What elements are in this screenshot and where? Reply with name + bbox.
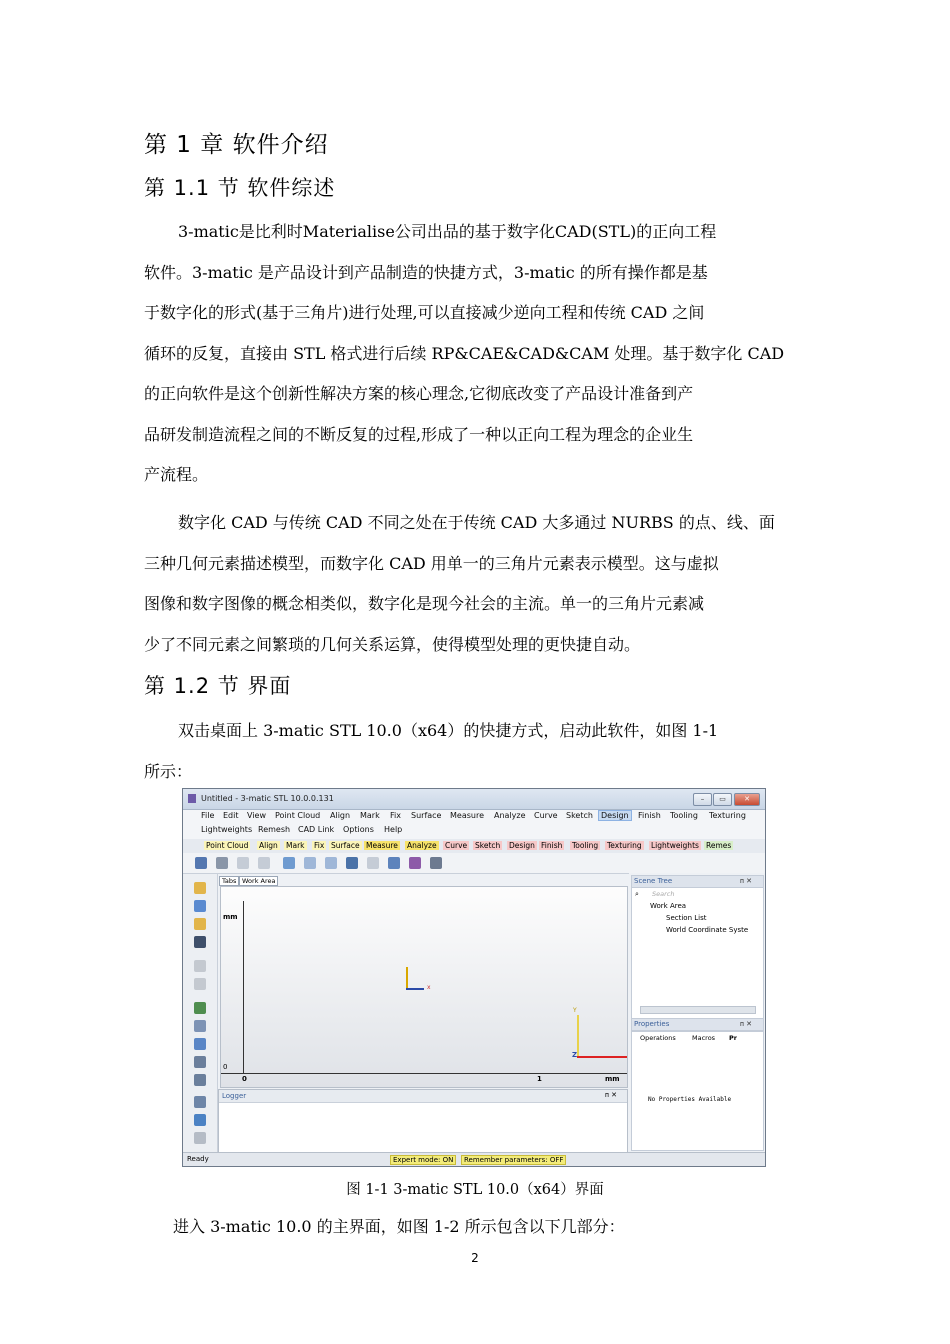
menu-texturing: Texturing	[709, 811, 746, 820]
menu-mark: Mark	[360, 811, 380, 820]
tool-icon	[388, 857, 400, 869]
tool-icon	[237, 857, 249, 869]
tool-icon	[304, 857, 316, 869]
window-title: Untitled - 3-matic STL 10.0.0.131	[201, 794, 334, 803]
toolbar-tab: Design	[509, 841, 535, 850]
menu-curve: Curve	[534, 811, 558, 820]
no-properties-text: No Properties Available	[648, 1096, 732, 1103]
search-icon: ⌕	[635, 890, 639, 898]
text-line: 图像和数字图像的概念相类似，数字化是现今社会的主流。单一的三角片元素减	[144, 594, 705, 613]
toolbar-tab: Align	[259, 841, 278, 850]
paragraph-digital-cad	[144, 503, 808, 665]
scene-tree-box	[631, 887, 764, 1019]
properties-tab-pr: Pr	[729, 1034, 737, 1042]
status-bar	[183, 1152, 765, 1167]
window-titlebar	[183, 789, 765, 810]
paragraph-launch	[144, 711, 808, 792]
toolbar-tab: Measure	[366, 841, 398, 850]
menu-surface: Surface	[411, 811, 442, 820]
menu-help: Help	[384, 825, 403, 834]
text-line: 进入 3-matic 10.0 的主界面，如图 1-2 所示包含以下几部分：	[173, 1217, 625, 1236]
origin-y-axis	[406, 967, 408, 989]
menu-measure: Measure	[450, 811, 484, 820]
folder-icon	[194, 918, 206, 930]
section-title-1-2: 第 1.2 节 界面	[144, 674, 292, 698]
x-tick-0: 0	[242, 1075, 247, 1083]
status-expert-mode: Expert mode: ON	[390, 1155, 456, 1165]
menu-align: Align	[330, 811, 351, 820]
view-tab-work-area: Work Area	[239, 876, 278, 886]
paragraph-main-ui	[144, 1207, 808, 1248]
text-line: 的正向软件是这个创新性解决方案的核心理念,它彻底改变了产品设计准备到产	[144, 384, 694, 403]
y-origin-label: 0	[223, 1063, 228, 1071]
right-panel	[629, 873, 765, 1152]
tool-icon	[367, 857, 379, 869]
status-ready: Ready	[187, 1155, 209, 1163]
corner-y-axis	[577, 1015, 579, 1057]
toolbar-tab: Lightweights	[651, 841, 699, 850]
menu-remesh: Remesh	[258, 825, 291, 834]
menu-sketch: Sketch	[566, 811, 593, 820]
page-number: 2	[471, 1251, 479, 1265]
view-tab: Tabs	[219, 876, 239, 886]
pin-icon: ᴨ ✕	[740, 1020, 753, 1028]
scene-item-work-area: Work Area	[650, 902, 687, 910]
y-unit-label: mm	[223, 913, 238, 921]
menu-design: Design	[598, 810, 632, 821]
properties-box	[631, 1031, 764, 1151]
toolbar-tab: Sketch	[475, 841, 501, 850]
undo-icon	[194, 960, 206, 972]
toolbar-tab: Remes	[706, 841, 732, 850]
tool-icon	[346, 857, 358, 869]
properties-tab-macros: Macros	[692, 1034, 716, 1042]
logger-title: Logger	[222, 1092, 247, 1100]
menu-edit: Edit	[223, 811, 239, 820]
render-icon	[194, 1114, 206, 1126]
toolbar-tab: Point Cloud	[206, 841, 249, 850]
toolbar-tab: Curve	[445, 841, 468, 850]
status-remember-params: Remember parameters: OFF	[461, 1155, 566, 1165]
tool-icon-row	[183, 853, 765, 874]
pan-icon	[194, 1020, 206, 1032]
toolbar-tab: Analyze	[407, 841, 437, 850]
scene-item-section-list: Section List	[666, 914, 707, 922]
origin-x-axis	[406, 988, 424, 990]
paragraph-software-overview	[144, 212, 808, 496]
toolbar-tab: Surface	[331, 841, 360, 850]
corner-z-label: Z	[572, 1051, 578, 1059]
tool-icon	[409, 857, 421, 869]
app-icon	[188, 794, 196, 803]
menu-analyze: Analyze	[494, 811, 526, 820]
zoom-fit-icon	[194, 1074, 206, 1086]
menu-tooling: Tooling	[670, 811, 698, 820]
section-title-1-1: 第 1.1 节 软件综述	[144, 176, 336, 200]
menu-file: File	[201, 811, 215, 820]
menu-cad-link: CAD Link	[298, 825, 335, 834]
zoom-icon	[194, 1056, 206, 1068]
tool-icon	[325, 857, 337, 869]
tool-icon	[283, 857, 295, 869]
properties-header	[631, 1018, 764, 1031]
text-line: 双击桌面上 3-matic STL 10.0（x64）的快捷方式，启动此软件，如图 1-1	[178, 721, 719, 740]
toolbar-tab: Texturing	[607, 841, 642, 850]
tool-icon	[194, 1132, 206, 1144]
x-tick-1: 1	[537, 1075, 542, 1083]
menu-bar	[183, 810, 765, 840]
tool-icon	[258, 857, 270, 869]
menu-point-cloud: Point Cloud	[275, 811, 321, 820]
new-file-icon	[194, 900, 206, 912]
menu-finish: Finish	[638, 811, 661, 820]
toolbar-tab: Finish	[541, 841, 563, 850]
minimize-icon: –	[693, 793, 712, 806]
text-line: 三种几何元素描述模型，而数字化 CAD 用单一的三角片元素表示模型。这与虚拟	[144, 553, 719, 573]
toolbar-tab: Fix	[314, 841, 325, 850]
properties-tab-operations: Operations	[640, 1034, 676, 1042]
pin-icon: ᴨ ✕	[605, 1091, 618, 1099]
text-line: 循环的反复，直接由 STL 格式进行后续 RP&CAE&CAD&CAM 处理。基于数字化 CAD	[144, 343, 785, 363]
menu-lightweights: Lightweights	[201, 825, 253, 834]
text-line: 所示：	[144, 761, 193, 781]
pin-icon: ᴨ ✕	[740, 877, 753, 885]
toolbar-tab: Tooling	[572, 841, 599, 850]
corner-x-axis	[577, 1056, 627, 1058]
search-input: Search	[652, 890, 675, 898]
toolbar-tab: Mark	[286, 841, 305, 850]
open-folder-icon	[194, 882, 206, 894]
menu-view: View	[247, 811, 266, 820]
menu-options: Options	[343, 825, 374, 834]
redo-icon	[194, 978, 206, 990]
select-icon	[195, 857, 207, 869]
chapter-title: 第 1 章 软件介绍	[144, 132, 329, 158]
text-line: 于数字化的形式(基于三角片)进行处理,可以直接减少逆向工程和传统 CAD 之间	[144, 303, 705, 322]
vertical-ruler	[243, 901, 244, 1073]
logger-header	[219, 1090, 627, 1103]
properties-title: Properties	[634, 1020, 670, 1028]
corner-y-label: Y	[573, 1007, 577, 1014]
text-line: 3-matic是比利时Materialise公司出品的基于数字化CAD(STL)的正向工程	[178, 222, 717, 241]
figure-caption: 图 1-1 3-matic STL 10.0（x64）界面	[346, 1182, 604, 1198]
text-line: 少了不同元素之间繁琐的几何关系运算，使得模型处理的更快捷自动。	[144, 634, 641, 654]
horizontal-scrollbar	[640, 1006, 756, 1014]
x-unit-label: mm	[605, 1075, 620, 1083]
scene-tree-title: Scene Tree	[634, 877, 673, 885]
text-line: 数字化 CAD 与传统 CAD 不同之处在于传统 CAD 大多通过 NURBS 的点、线、面	[178, 513, 775, 532]
text-line: 软件。3-matic 是产品设计到产品制造的快捷方式，3-matic 的所有操作都是基	[144, 262, 708, 282]
tool-icon	[430, 857, 442, 869]
save-icon	[194, 936, 206, 948]
menu-fix: Fix	[390, 811, 401, 820]
work-area-viewport	[220, 886, 628, 1088]
software-screenshot-figure	[182, 788, 766, 1167]
deselect-icon	[216, 857, 228, 869]
text-line: 产流程。	[144, 465, 209, 484]
maximize-icon: ▭	[713, 793, 732, 806]
view-cube-icon	[194, 1002, 206, 1014]
left-toolbar	[183, 874, 218, 1152]
logger-panel	[218, 1089, 628, 1153]
origin-x-label: x	[427, 984, 431, 991]
text-line: 品研发制造流程之间的不断反复的过程,形成了一种以正向工程为理念的企业生	[144, 424, 694, 444]
close-icon: ✕	[734, 793, 760, 806]
scene-item-wcs: World Coordinate Syste	[666, 926, 749, 934]
horizontal-ruler	[221, 1073, 627, 1074]
display-icon	[194, 1096, 206, 1108]
toolbar-tab-row	[183, 839, 765, 853]
rotate-icon	[194, 1038, 206, 1050]
